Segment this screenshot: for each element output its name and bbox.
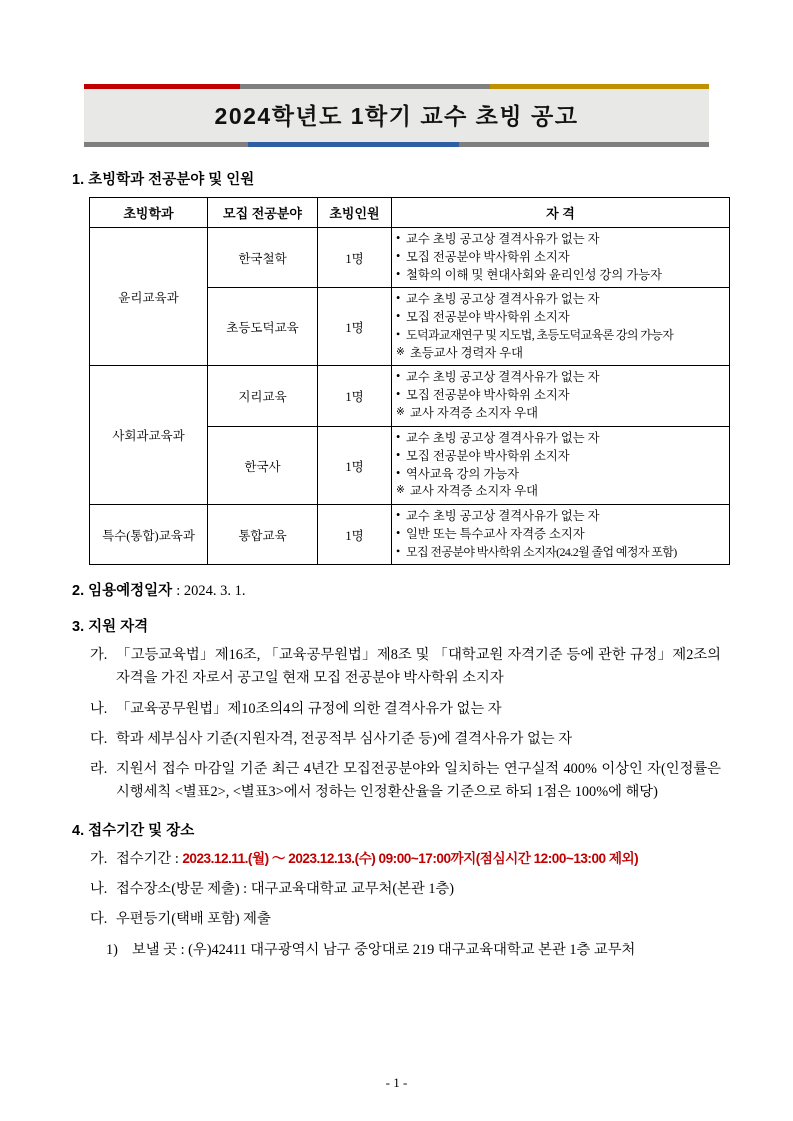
cell-department: 윤리교육과 bbox=[90, 228, 208, 366]
col-header-dept: 초빙학과 bbox=[90, 198, 208, 228]
cell-major: 한국철학 bbox=[208, 228, 318, 288]
item-label: 가. bbox=[90, 647, 108, 664]
cell-major: 지리교육 bbox=[208, 366, 318, 426]
reception-paragraph bbox=[72, 848, 721, 871]
title-bottom-bar-2 bbox=[248, 142, 459, 147]
qualification-item: • 모집 전공분야 박사학위 소지자 bbox=[396, 387, 725, 405]
qualification-item: • 일반 또는 특수교사 자격증 소지자 bbox=[396, 526, 725, 544]
qualification-item: • 모집 전공분야 박사학위 소지자 bbox=[396, 309, 725, 327]
title-top-bars bbox=[84, 84, 709, 89]
cell-count: 1명 bbox=[318, 228, 392, 288]
qualification-item: • 교수 초빙 공고상 결격사유가 없는 자 bbox=[396, 231, 725, 249]
highlighted-date: 2023.12.11.(월) ～ 2023.12.13.(수) 09:00~17:00까지(점심시간 12:00~13:00 제외) bbox=[182, 851, 639, 867]
item-text: 보낼 곳 : (우)42411 대구광역시 남구 중앙대로 219 대구교육대학교 본관 1층 교무처 bbox=[132, 941, 636, 958]
qualification-item: • 역사교육 강의 가능자 bbox=[396, 466, 725, 484]
section-1-heading: 1. 초빙학과 전공분야 및 인원 bbox=[72, 172, 255, 188]
item-text: 「교육공무원법」제10조의4의 규정에 의한 결격사유가 없는 자 bbox=[116, 700, 502, 717]
reception-paragraph bbox=[72, 878, 721, 901]
cell-count: 1명 bbox=[318, 366, 392, 426]
qualification-list bbox=[72, 644, 721, 804]
section-4-heading: 4. 접수기간 및 장소 bbox=[72, 823, 195, 840]
title-banner bbox=[84, 84, 709, 147]
section-2-value: : 2024. 3. 1. bbox=[176, 583, 246, 600]
cell-count: 1명 bbox=[318, 288, 392, 366]
recruitment-table bbox=[89, 197, 730, 565]
section-2-heading: 2. 임용예정일자 bbox=[72, 583, 173, 600]
title-top-bar-3 bbox=[490, 84, 709, 89]
title-box bbox=[84, 89, 709, 142]
section-3-heading: 3. 지원 자격 bbox=[72, 619, 149, 636]
col-header-count: 초빙인원 bbox=[318, 198, 392, 228]
table-header-row bbox=[90, 198, 730, 228]
qualification-item: ※ 교사 자격증 소지자 우대 bbox=[396, 405, 725, 423]
title-top-bar-2 bbox=[240, 84, 490, 89]
item-label: 나. bbox=[90, 700, 108, 717]
cell-count: 1명 bbox=[318, 426, 392, 504]
cell-count: 1명 bbox=[318, 505, 392, 565]
cell-qualification bbox=[392, 366, 730, 426]
qualification-item: • 교수 초빙 공고상 결격사유가 없는 자 bbox=[396, 430, 725, 448]
cell-department: 특수(통합)교육과 bbox=[90, 505, 208, 565]
title-bottom-bar-1 bbox=[84, 142, 248, 147]
cell-department: 사회과교육과 bbox=[90, 366, 208, 505]
item-label: 다. bbox=[90, 730, 108, 747]
cell-qualification bbox=[392, 426, 730, 504]
section-2-row bbox=[72, 579, 721, 600]
item-label: 1) bbox=[106, 941, 118, 958]
qualification-item: • 교수 초빙 공고상 결격사유가 없는 자 bbox=[396, 291, 725, 309]
cell-major: 한국사 bbox=[208, 426, 318, 504]
page-footer: - 1 - bbox=[385, 1075, 408, 1090]
cell-qualification bbox=[392, 228, 730, 288]
qualification-item: ※ 교사 자격증 소지자 우대 bbox=[396, 483, 725, 501]
item-text: 우편등기(택배 포함) 제출 bbox=[116, 911, 271, 928]
item-text: 접수장소(방문 제출) : 대구교육대학교 교무처(본관 1층) bbox=[116, 881, 455, 898]
qualification-paragraph bbox=[72, 644, 721, 690]
item-text: 지원서 접수 마감일 기준 최근 4년간 모집전공분야와 일치하는 연구실적 400% 이상인 자(인정률은 시행세칙 <별표2>, <별표3>에서 정하는 인정환산율을 기준으로 하되 1점은 100%에 해당) bbox=[116, 760, 721, 800]
item-label: 다. bbox=[90, 911, 108, 928]
reception-paragraph bbox=[72, 908, 721, 931]
item-text: 학과 세부심사 기준(지원자격, 전공적부 심사기준 등)에 결격사유가 없는 자 bbox=[116, 730, 573, 747]
qualification-item: • 도덕과교재연구 및 지도법, 초등도덕교육론 강의 가능자 bbox=[396, 327, 725, 344]
title-bottom-bars bbox=[84, 142, 709, 147]
reception-paragraph bbox=[72, 939, 721, 962]
qualification-paragraph bbox=[72, 698, 721, 721]
qualification-paragraph bbox=[72, 728, 721, 751]
qualification-item: • 교수 초빙 공고상 결격사유가 없는 자 bbox=[396, 508, 725, 526]
cell-major: 초등도덕교육 bbox=[208, 288, 318, 366]
item-text: 「고등교육법」제16조, 「교육공무원법」제8조 및 「대학교원 자격기준 등에 관한 규정」제2조의 자격을 가진 자로서 공고일 현재 모집 전공분야 박사학위 소지자 bbox=[116, 647, 721, 687]
cell-major: 통합교육 bbox=[208, 505, 318, 565]
title-bottom-bar-3 bbox=[459, 142, 709, 147]
item-label: 라. bbox=[90, 760, 108, 777]
table-row bbox=[90, 366, 730, 426]
cell-qualification bbox=[392, 288, 730, 366]
qualification-item: ※ 초등교사 경력자 우대 bbox=[396, 345, 725, 363]
cell-qualification bbox=[392, 505, 730, 565]
qualification-item: • 모집 전공분야 박사학위 소지자(24.2월 졸업 예정자 포함) bbox=[396, 544, 725, 561]
item-label: 나. bbox=[90, 881, 108, 898]
page-title: 2024학년도 1학기 교수 초빙 공고 bbox=[214, 103, 579, 129]
table-row bbox=[90, 505, 730, 565]
item-label: 가. bbox=[90, 851, 108, 868]
title-top-bar-1 bbox=[84, 84, 240, 89]
item-text: 접수기간 : 2023.12.11.(월) ～ 2023.12.13.(수) 09:00~17:00까지(점심시간 12:00~13:00 제외) bbox=[116, 851, 639, 868]
col-header-major: 모집 전공분야 bbox=[208, 198, 318, 228]
qualification-item: • 철학의 이해 및 현대사회와 윤리인성 강의 가능자 bbox=[396, 267, 725, 285]
qualification-item: • 모집 전공분야 박사학위 소지자 bbox=[396, 448, 725, 466]
qualification-item: • 모집 전공분야 박사학위 소지자 bbox=[396, 249, 725, 267]
qualification-item: • 교수 초빙 공고상 결격사유가 없는 자 bbox=[396, 369, 725, 387]
qualification-paragraph bbox=[72, 758, 721, 804]
col-header-qualification: 자 격 bbox=[392, 198, 730, 228]
reception-list bbox=[72, 848, 721, 962]
table-row bbox=[90, 228, 730, 288]
